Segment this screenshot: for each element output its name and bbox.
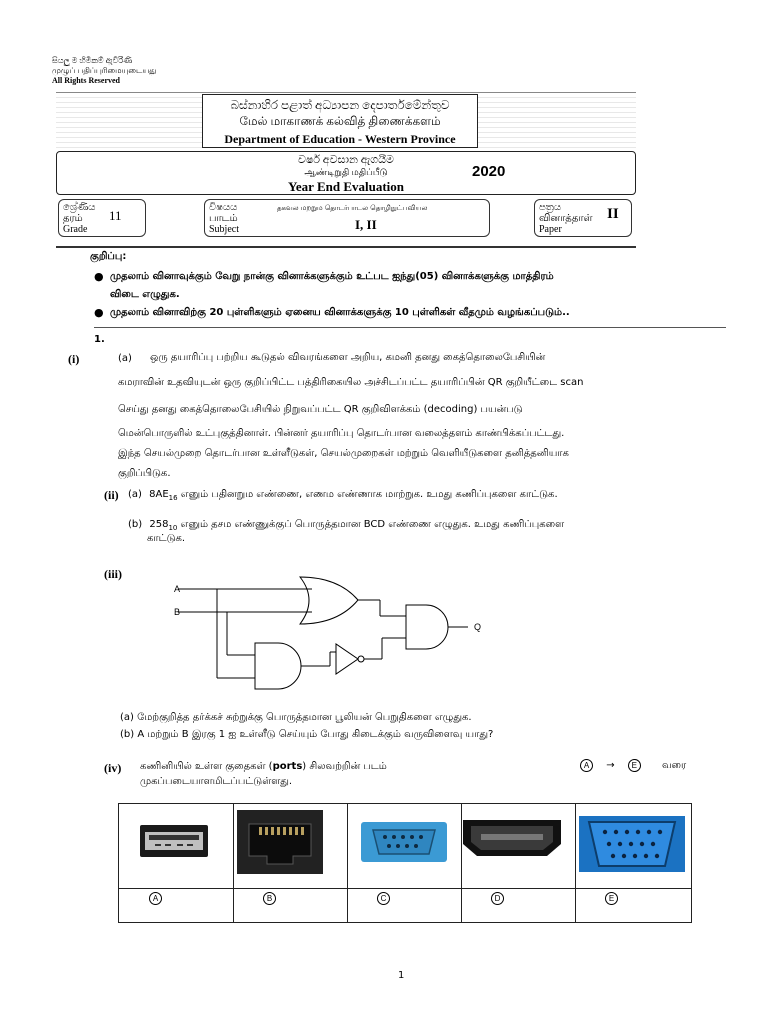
- grade-label-en: Grade: [63, 224, 88, 235]
- port-label-b: B: [263, 892, 276, 905]
- dept-sinhala: බස්නාහිර පළාත් අධ්‍යාපන දෙපාර්තමේන්තුව: [230, 98, 450, 112]
- part-iv-line-2: முகப்படையாளமிடப்பட்டுள்ளது.: [140, 776, 293, 787]
- input-b-label: B: [174, 607, 181, 617]
- section-divider: [94, 327, 726, 328]
- part-i-line-1: ஒரு தயாரிப்பு பற்றிய கூடுதல் விவரங்களை அறிய, கமனி தனது கைத்தொலைபேசியின்: [150, 352, 546, 363]
- grade-box: [58, 199, 146, 237]
- or-gate: [300, 577, 358, 624]
- arrow-icon: →: [606, 760, 615, 771]
- ports-word: ports: [272, 761, 303, 772]
- dept-english: Department of Education - Western Province: [224, 132, 456, 146]
- bullet-icon: ●: [94, 306, 104, 319]
- paper-value: II: [607, 206, 619, 222]
- part-iii-a: (a) மேற்குறித்த தர்க்கச் சுற்றுக்கு பொருத்தமான பூலியன் பெறுதிகளை எழுதுக.: [120, 712, 472, 723]
- grade-label-ta: தரம்: [63, 213, 83, 224]
- exam-year: 2020: [472, 163, 506, 180]
- subject-box: [204, 199, 490, 237]
- range-from-circle: A: [580, 759, 593, 772]
- part-iv-text-a: கணினியில் உள்ள குதைகள் (: [140, 761, 273, 772]
- rights-block: [52, 56, 156, 86]
- paper-box: [534, 199, 632, 237]
- part-i-label: (i): [68, 352, 80, 366]
- port-label-d: D: [491, 892, 504, 905]
- part-i-a-label: (a): [118, 353, 132, 364]
- part-ii-a: [128, 489, 558, 502]
- and-gate-lower: [255, 643, 301, 689]
- note-1-line-2: விடை எழுதுக.: [110, 289, 180, 300]
- part-i-line-4: மென்பொருளில் உட்புகுத்தினாள். பின்னர் தயாரிப்பு தொடர்பான வலைத்தளம் காண்பிக்கப்பட்டது.: [118, 428, 565, 439]
- paper-label-si: පත්‍රය: [539, 202, 562, 213]
- paper-label-en: Paper: [539, 224, 562, 235]
- part-iii-label: (iii): [104, 567, 122, 581]
- decimal-base: 10: [168, 524, 178, 532]
- note-1-line-1: முதலாம் வினாவுக்கும் வேறு நான்கு வினாக்களுக்கும் உட்பட ஐந்து(05) வினாக்களுக்கு மாத்திரம்: [110, 271, 554, 282]
- subject-value: I, II: [355, 217, 377, 232]
- port-label-e: E: [605, 892, 618, 905]
- part-ii-label: (ii): [104, 488, 119, 502]
- notes-title: குறிப்பு:: [90, 251, 127, 262]
- not-gate: [336, 644, 358, 674]
- subject-label-si: විෂයය: [209, 202, 238, 213]
- subject-label-ta: பாடம்: [209, 213, 238, 224]
- subject-label-en: Subject: [209, 224, 239, 235]
- hex-number: 8AE: [149, 489, 169, 500]
- eval-english: Year End Evaluation: [287, 179, 405, 194]
- question-number: 1.: [94, 334, 105, 345]
- part-iv-range: [580, 759, 686, 772]
- range-end-word: வரை: [661, 760, 687, 771]
- bullet-icon: ●: [94, 270, 104, 283]
- serial-port-icon: [361, 822, 447, 862]
- part-i-line-5: இந்த செயல்முறை தொடர்பான உள்ளீடுகள், செயல்முறைகள் மற்றும் வெளியீடுகளை தனித்தனியாக: [118, 448, 569, 459]
- part-ii-a-text: எனும் பதினறும எண்ணை, எணம எண்ணாக மாற்றுக. உமது கணிப்புகளை காட்டுக.: [177, 489, 558, 500]
- output-q-label: Q: [474, 622, 482, 632]
- department-box: [202, 94, 478, 148]
- part-ii-b: [128, 519, 564, 532]
- input-a-label: A: [174, 584, 181, 594]
- vga-port-icon: [579, 816, 685, 872]
- port-label-a: A: [149, 892, 162, 905]
- hdmi-port-icon: [461, 816, 563, 860]
- part-iv-label: (iv): [104, 761, 122, 775]
- rights-tamil: முழுப் பதிப்புரிமையுடையது: [52, 66, 157, 75]
- eval-sinhala: වර්ෂ අවසාන ඇගයීම: [298, 154, 394, 166]
- range-to-circle: E: [628, 759, 641, 772]
- decimal-number: 258: [149, 519, 169, 530]
- and-gate-output: [406, 605, 448, 649]
- rights-english: All Rights Reserved: [52, 76, 120, 85]
- part-ii-a-label: (a): [128, 489, 142, 500]
- part-i-line-3: செய்து தனது கைத்தொலைபேசியில் நிறுவப்பட்ட QR குறிவிளக்கம் (decoding) பயன்படு: [118, 404, 523, 415]
- usb-port-icon: [139, 824, 209, 858]
- part-iii-b: (b) A மற்றும் B இரகு 1 ஐ உள்ளீடு செய்யும் போது கிடைக்கும் வருவிளைவு யாது?: [120, 729, 494, 740]
- page-number: 1: [398, 970, 405, 981]
- part-iv-line-1: [140, 761, 387, 773]
- evaluation-box: [56, 151, 636, 195]
- eval-tamil: ஆண்டிறுதி மதிப்பீடு: [304, 167, 388, 177]
- hex-base: 16: [168, 494, 178, 502]
- part-ii-b-label: (b): [128, 519, 143, 530]
- part-ii-b-text-2: காட்டுக.: [147, 533, 186, 544]
- port-label-c: C: [377, 892, 390, 905]
- paper-label-ta: வினாத்தாள்: [539, 213, 593, 224]
- logic-circuit-diagram: [160, 560, 500, 700]
- part-i-line-6: குறிப்பிடுக.: [118, 468, 171, 479]
- part-ii-b-text: எனும் தசம எண்ணுக்குப் பொருத்தமான BCD எண்ணை எழுதுக. உமது கணிப்புகளை: [177, 519, 565, 530]
- part-i-line-2: கமராவின் உதவியுடன் ஒரு குறிப்பிட்ட பத்திரிகையில அச்சிடப்பட்ட தயாரிப்பின் QR குறியீட்டை scan: [118, 377, 584, 388]
- not-bubble: [358, 656, 364, 662]
- dept-tamil: மேல் மாகாணக் கல்வித் திணைக்களம்: [239, 114, 441, 128]
- ports-table: [118, 803, 692, 923]
- subject-name: தகவல மறறும தொடர்பாடல தொழிநுட்பவியல: [277, 204, 428, 212]
- rights-sinhala: සියලු ම හිමිකම් ඇවිරිණි: [52, 56, 133, 65]
- part-iv-text-b: ) சிலவற்றின் படம்: [302, 761, 387, 772]
- note-2: முதலாம் வினாவிற்கு 20 புள்ளிகளும் ஏனைய வினாக்களுக்கு 10 புள்ளிகள் வீதமும் வழங்கப்படும்..: [110, 307, 570, 318]
- ethernet-port-icon: [237, 810, 323, 874]
- grade-value: 11: [109, 208, 122, 223]
- grade-label-si: ශ්‍රේණිය: [63, 202, 96, 213]
